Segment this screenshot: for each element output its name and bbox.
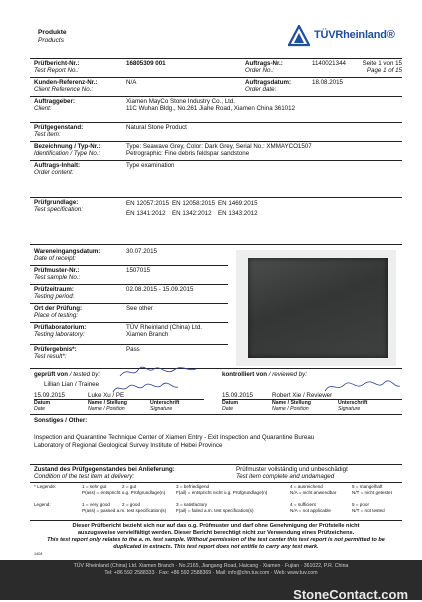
reviewer-signature — [322, 378, 402, 396]
order-number: 1140021344 — [312, 60, 346, 67]
sample-label: Prüfmuster-Nr.: Test sample No.: — [34, 267, 81, 282]
client-label: Auftraggeber: Client: — [34, 98, 75, 113]
tester-signature — [118, 364, 198, 380]
tester-name: Lillian Lian / Trainee — [44, 381, 100, 388]
identification-petrographic: Petrographic: Fine debris feldspar sandstone — [126, 150, 250, 158]
form-code: 1404 — [34, 552, 43, 556]
specification-label: Prüfgrundlage: Test specification: — [34, 199, 83, 214]
watermark: StoneContact.com — [293, 587, 408, 602]
spec-en-1343: EN 1343:2012 — [218, 210, 258, 217]
sample-number: 1507015 — [126, 267, 151, 274]
brand-name: TÜVRheinland® — [314, 29, 395, 41]
testing-period: 02.08.2015 - 15.09.2015 — [126, 286, 194, 293]
laboratory-name: TÜV Rheinland (China) Ltd. — [126, 324, 203, 331]
report-number: 16805309 001 — [126, 60, 166, 67]
client-address: 11C Wuhan Bldg., No.261 Jiahe Road, Xiamen China 361012 — [126, 105, 296, 113]
client-reference-label: Kunden-Referenz-Nr.: Client Reference No.: — [34, 79, 98, 94]
receipt-date: 30.07.2015 — [126, 248, 157, 255]
other-line1: Inspection and Quarantine Technique Center of Xiamen Entry - Exit Inspection and Quarantine Bureau — [34, 434, 315, 441]
header — [0, 0, 422, 50]
header-produkte: Produkte — [38, 29, 67, 36]
stone-slab — [248, 258, 388, 358]
order-number-label: Auftrags-Nr.: Order No.: — [245, 60, 283, 75]
other-line2: Laboratory of Regional Geological Survey Institute of Hebei Province — [34, 442, 223, 449]
condition-value: Prüfmuster vollständig und unbeschädigt Test item complete and undamaged — [236, 466, 348, 481]
disclaimer-de-2: auszugsweise vervielfältigt werden. Dieser Bericht berechtigt nicht zur Verwendung eines Prüfzeichens. — [77, 530, 355, 536]
other-label: Sonstiges / Other: — [34, 417, 88, 424]
laboratory-branch: Xiamen Branch — [126, 331, 169, 339]
test-item: Natural Stone Product — [126, 124, 187, 131]
footer-contact: Tel: +86 592 2588333 · Fax: +86 592 2588369 · Mail: info@chn.tuv.com · Web: www.tuv.com — [104, 570, 318, 576]
reviewed-by-label: kontrolliert von / reviewed by: — [222, 371, 307, 378]
spec-en-1342: EN 1342:2012 — [172, 210, 212, 217]
right-sign-name: Robert Xie / Reviewer — [272, 392, 333, 399]
disclaimer-de-1: Dieser Prüfbericht bezieht sich nur auf das o.g. Prüfmuster und darf ohne Genehmigung der Prüfstelle nicht — [72, 523, 360, 529]
spec-en-12058: EN 12058:2015 — [172, 200, 216, 207]
spec-en-1341: EN 1341:2012 — [126, 210, 166, 217]
disclaimer — [30, 523, 402, 551]
laboratory-label: Prüflaboratorium: Testing laboratory: — [34, 324, 87, 339]
period-label: Prüfzeitraum: Testing period: — [34, 286, 75, 301]
header-products: Products — [38, 37, 65, 44]
condition-label: Zustand des Prüfgegenstandes bei Anlieferung: Condition of the test item at delivery: — [34, 466, 175, 481]
report-number-label: Prüfbericht-Nr.: Test Report No.: — [34, 60, 80, 75]
spec-en-1469: EN 1469:2015 — [218, 200, 258, 207]
order-date: 18.08.2015 — [312, 79, 343, 86]
spec-en-12057: EN 12057:2015 — [126, 200, 170, 207]
client-reference: N/A — [126, 79, 137, 86]
identification-label: Bezeichnung / Typ-Nr.: Identification / Type No.: — [34, 143, 101, 158]
place-of-testing: See other — [126, 305, 153, 312]
stone-sample-photo — [236, 250, 396, 366]
disclaimer-en-2: duplicated in extracts. This test report does not entitle to carry any test mark. — [113, 544, 319, 550]
receipt-label: Wareneingangsdatum: Date of receipt: — [34, 248, 101, 263]
disclaimer-en-1: This test report only relates to the a. m. test sample. Without permission of the test center this test report is not permitted to be — [47, 537, 385, 543]
right-sign-date: 15.09.2015 — [222, 392, 253, 399]
test-result: Pass — [126, 346, 140, 353]
order-date-label: Auftragsdatum: Order date: — [245, 79, 292, 94]
footer — [0, 560, 422, 600]
legend: * Legende: Legend: 1 = sehr gut P(ass) = entspricht o.g. Prüfgrundlage(n) 1 = very good P(ass) = passed a.m. test specification(s) 2 = gut 2 = good 3 = befriedigend F(ail) = entspricht nicht o.g. Prüfgrundlage(n) 3 = satisfactory F(ail) = failed a.m. test specification(s) 4 = ausreichend N/A = nicht anwendbar 4 = sufficient N/A = not applicable 5 = mangelhaft N/T = nicht getestet 5 = poor N/T = not tested — [34, 484, 392, 513]
tested-by-label: geprüft von / tested by: — [34, 371, 101, 378]
page-count: Seite 1 von 15 Page 1 of 15 — [362, 60, 402, 75]
place-label: Ort der Prüfung: Place of testing: — [34, 305, 83, 320]
footer-address: TÜV Rheinland (China) Ltd. Xiamen Branch · No.2165, Jiangang Road, Haicang · Xiamen · Fujian · 361022, P.R. China — [73, 563, 349, 569]
test-item-label: Prüfgegenstand: Test item: — [34, 124, 84, 139]
result-label: Prüfergebnis*: Test result*: — [34, 346, 77, 361]
left-sign-date: 15.09.2015 — [34, 392, 65, 399]
client-name: Xiamen MayCo Stone Industry Co., Ltd. — [126, 98, 236, 105]
left-sign-name: Luke Xu / PE — [88, 392, 125, 399]
identification-type: Type: Seawave Grey, Color: Dark Grey, Serial No.: XMMAYCO1507 — [126, 143, 312, 150]
order-content-label: Auftrags-Inhalt: Order content: — [34, 162, 81, 177]
order-content: Type examination — [126, 162, 175, 169]
tuv-logo-icon — [288, 25, 310, 47]
